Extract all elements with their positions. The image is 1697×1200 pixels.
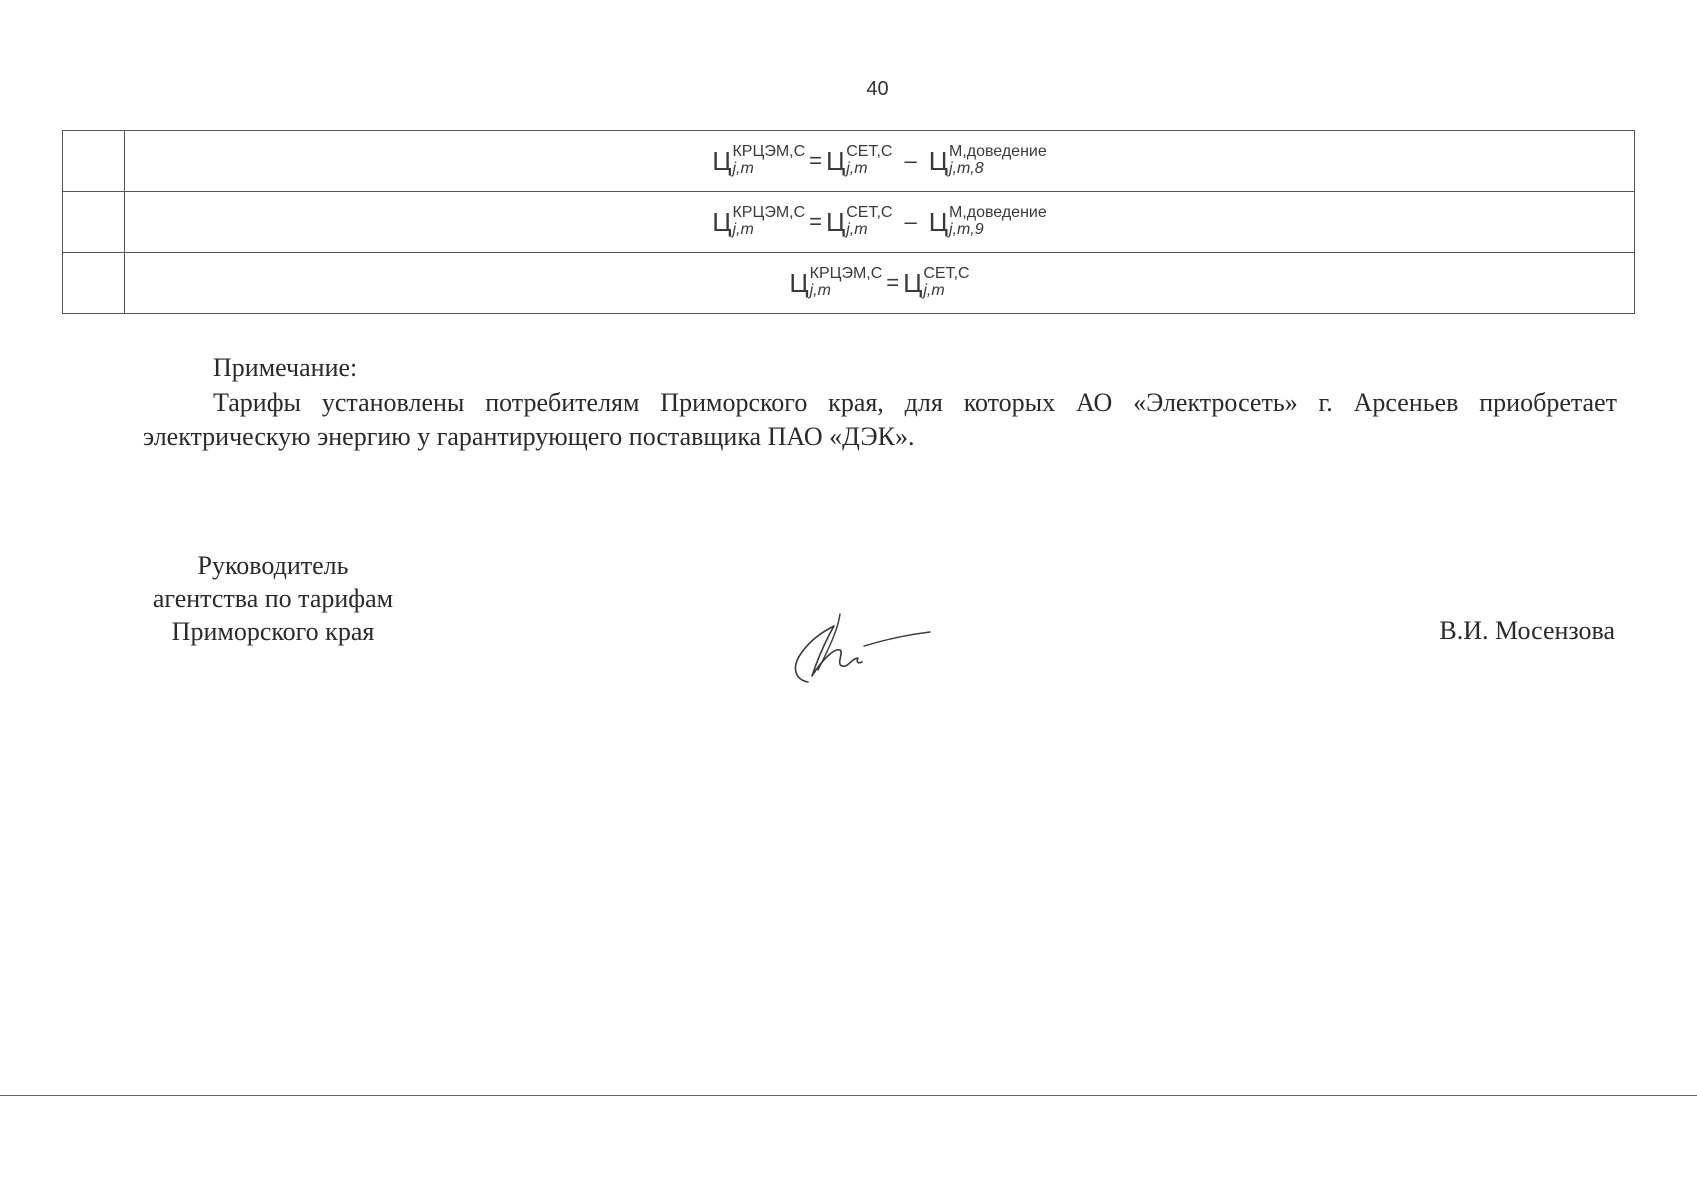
bottom-divider xyxy=(0,1095,1697,1096)
note-body: Тарифы установлены потребителям Приморского края, для которых АО «Электросеть» г. Арсеньев приобретает электрическую энергию у гарантирующего поставщика ПАО «ДЭК». xyxy=(143,388,1617,451)
signer-title-line: Приморского края xyxy=(171,617,375,646)
handwritten-signature xyxy=(778,600,933,690)
formula-term-rhs: Ц СЕТ,С j,m xyxy=(903,265,970,299)
formula-cell xyxy=(125,253,1635,314)
row-number-cell xyxy=(63,253,125,314)
signer-title-line: Руководитель xyxy=(197,551,349,580)
equals-sign: = xyxy=(886,270,900,295)
formula-term-rhs2: Ц М,доведение j,m,8 xyxy=(928,143,1047,177)
equals-sign: = xyxy=(809,209,822,234)
minus-sign: – xyxy=(904,148,917,173)
formula xyxy=(712,205,1046,239)
note-title: Примечание: xyxy=(213,353,358,382)
formula-term-lhs: Ц КРЦЭМ,С j,m xyxy=(712,204,806,238)
signer-title-line: агентства по тарифам xyxy=(152,584,394,613)
equals-sign: = xyxy=(809,148,822,173)
table-row xyxy=(63,253,1635,314)
formula-cell xyxy=(125,131,1635,192)
formula-term-lhs: Ц КРЦЭМ,С j,m xyxy=(712,143,806,177)
formula-term-rhs2: Ц М,доведение j,m,9 xyxy=(928,204,1047,238)
formula xyxy=(712,144,1046,178)
formula-cell xyxy=(125,192,1635,253)
formula xyxy=(789,266,969,300)
formula-table xyxy=(62,130,1635,314)
table-row xyxy=(63,192,1635,253)
table-row xyxy=(63,131,1635,192)
formula-term-lhs: Ц КРЦЭМ,С j,m xyxy=(789,265,883,299)
formula-term-rhs: Ц СЕТ,С j,m xyxy=(826,143,893,177)
minus-sign: – xyxy=(904,209,917,234)
page-number: 40 xyxy=(866,78,889,100)
formula-term-rhs: Ц СЕТ,С j,m xyxy=(826,204,893,238)
signer-name: В.И. Мосензова xyxy=(1439,616,1615,645)
row-number-cell xyxy=(63,131,125,192)
signer-title xyxy=(133,549,413,648)
row-number-cell xyxy=(63,192,125,253)
